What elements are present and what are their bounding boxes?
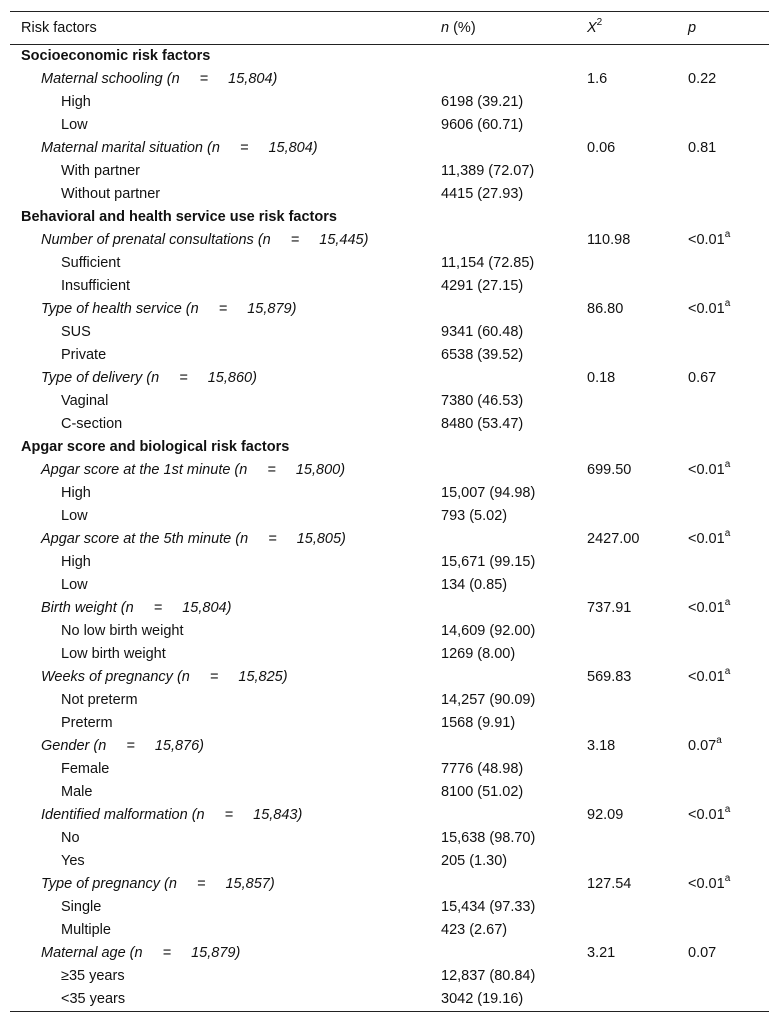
category-label: High bbox=[61, 94, 91, 110]
variable-label: Maternal age (n = 15,879) bbox=[41, 945, 241, 961]
variable-row bbox=[10, 528, 769, 551]
variable-row bbox=[10, 137, 769, 160]
category-row bbox=[10, 758, 769, 781]
category-n-percent: 134 (0.85) bbox=[441, 577, 508, 593]
p-value: 0.67 bbox=[688, 370, 717, 386]
p-value: <0.01$^a$ bbox=[688, 597, 731, 616]
variable-label: Identified malformation (n = 15,843) bbox=[41, 807, 303, 823]
header-risk-factors: Risk factors bbox=[21, 20, 97, 36]
variable-label: Type of delivery (n = 15,860) bbox=[41, 370, 257, 386]
chi-square-value: 86.80 bbox=[587, 301, 624, 317]
variable-label: Maternal schooling (n = 15,804) bbox=[41, 71, 278, 87]
category-n-percent: 4415 (27.93) bbox=[441, 186, 524, 202]
category-row bbox=[10, 344, 769, 367]
variable-label: Number of prenatal consultations (n = 15,445) bbox=[41, 232, 369, 248]
p-footnote: a bbox=[716, 735, 722, 747]
p-value: <0.01$^a$ bbox=[688, 873, 731, 892]
variable-label: Birth weight (n = 15,804) bbox=[41, 600, 232, 616]
p-footnote: a bbox=[724, 804, 731, 816]
p-footnote: a bbox=[724, 666, 731, 678]
category-row bbox=[10, 91, 769, 114]
variable-row bbox=[10, 597, 769, 620]
category-row bbox=[10, 919, 769, 942]
category-label: With partner bbox=[61, 163, 140, 179]
section-row bbox=[10, 436, 769, 459]
risk-factors-table bbox=[10, 11, 769, 1012]
category-row bbox=[10, 988, 769, 1011]
category-n-percent: 9606 (60.71) bbox=[441, 117, 524, 133]
category-row bbox=[10, 160, 769, 183]
category-label: Yes bbox=[61, 853, 85, 869]
category-n-percent: 1568 (9.91) bbox=[441, 715, 516, 731]
category-n-percent: 15,434 (97.33) bbox=[441, 899, 536, 915]
section-title: Socioeconomic risk factors bbox=[21, 48, 211, 64]
category-n-percent: 14,609 (92.00) bbox=[441, 623, 536, 639]
p-footnote: a bbox=[724, 528, 731, 540]
p-footnote: a bbox=[724, 459, 731, 471]
category-n-percent: 7776 (48.98) bbox=[441, 761, 524, 777]
p-footnote: a bbox=[724, 229, 731, 241]
p-value: <0.01$^a$ bbox=[688, 229, 731, 248]
category-n-percent: 11,389 (72.07) bbox=[441, 163, 535, 179]
variable-row bbox=[10, 229, 769, 252]
category-label: Not preterm bbox=[61, 692, 138, 708]
variable-label: Maternal marital situation (n = 15,804) bbox=[41, 140, 318, 156]
p-footnote: a bbox=[724, 873, 731, 885]
category-label: High bbox=[61, 554, 91, 570]
variable-row bbox=[10, 666, 769, 689]
category-label: High bbox=[61, 485, 91, 501]
category-row bbox=[10, 482, 769, 505]
category-row bbox=[10, 689, 769, 712]
category-row bbox=[10, 850, 769, 873]
section-title: Behavioral and health service use risk factors bbox=[21, 209, 337, 225]
category-n-percent: 1269 (8.00) bbox=[441, 646, 516, 662]
category-label: Low birth weight bbox=[61, 646, 166, 662]
category-label: Single bbox=[61, 899, 102, 915]
variable-row bbox=[10, 298, 769, 321]
variable-row bbox=[10, 367, 769, 390]
category-n-percent: 8100 (51.02) bbox=[441, 784, 524, 800]
header-p: p bbox=[688, 20, 697, 36]
table-bottom-rule bbox=[10, 1011, 769, 1012]
category-label: No bbox=[61, 830, 80, 846]
category-row bbox=[10, 896, 769, 919]
chi-square-value: 127.54 bbox=[587, 876, 632, 892]
category-row bbox=[10, 321, 769, 344]
category-row bbox=[10, 252, 769, 275]
category-row bbox=[10, 551, 769, 574]
category-n-percent: 6198 (39.21) bbox=[441, 94, 524, 110]
chi-square-value: 737.91 bbox=[587, 600, 632, 616]
category-row bbox=[10, 712, 769, 735]
category-label: Low bbox=[61, 508, 88, 524]
category-label: No low birth weight bbox=[61, 623, 184, 639]
section-row bbox=[10, 45, 769, 68]
chi-square-value: 1.6 bbox=[587, 71, 608, 87]
chi-square-value: 2427.00 bbox=[587, 531, 640, 547]
category-n-percent: 9341 (60.48) bbox=[441, 324, 524, 340]
category-row bbox=[10, 620, 769, 643]
category-row bbox=[10, 574, 769, 597]
category-label: C-section bbox=[61, 416, 123, 432]
category-n-percent: 3042 (19.16) bbox=[441, 991, 524, 1007]
category-label: Vaginal bbox=[61, 393, 109, 409]
category-label: Preterm bbox=[61, 715, 113, 731]
category-n-percent: 6538 (39.52) bbox=[441, 347, 524, 363]
category-row bbox=[10, 390, 769, 413]
category-label: ≥35 years bbox=[61, 968, 125, 984]
variable-row bbox=[10, 942, 769, 965]
header-n-percent: n (%) bbox=[441, 20, 476, 36]
section-title: Apgar score and biological risk factors bbox=[21, 439, 290, 455]
category-label: Insufficient bbox=[61, 278, 131, 294]
category-n-percent: 8480 (53.47) bbox=[441, 416, 524, 432]
category-row bbox=[10, 643, 769, 666]
category-n-percent: 205 (1.30) bbox=[441, 853, 508, 869]
category-n-percent: 11,154 (72.85) bbox=[441, 255, 535, 271]
p-value: <0.01$^a$ bbox=[688, 528, 731, 547]
category-row bbox=[10, 781, 769, 804]
category-label: Private bbox=[61, 347, 107, 363]
category-label: <35 years bbox=[61, 991, 126, 1007]
variable-row bbox=[10, 804, 769, 827]
table-header-row bbox=[10, 12, 769, 44]
p-value: 0.07 bbox=[688, 945, 717, 961]
variable-row bbox=[10, 735, 769, 758]
category-label: Multiple bbox=[61, 922, 111, 938]
category-row bbox=[10, 183, 769, 206]
category-label: Female bbox=[61, 761, 110, 777]
p-value: <0.01$^a$ bbox=[688, 804, 731, 823]
category-label: Sufficient bbox=[61, 255, 121, 271]
p-value: 0.22 bbox=[688, 71, 717, 87]
category-n-percent: 7380 (46.53) bbox=[441, 393, 524, 409]
category-n-percent: 12,837 (80.84) bbox=[441, 968, 536, 984]
category-label: Low bbox=[61, 117, 88, 133]
variable-row bbox=[10, 873, 769, 896]
variable-label: Type of pregnancy (n = 15,857) bbox=[41, 876, 275, 892]
category-label: Low bbox=[61, 577, 88, 593]
p-value: 0.07$^a$ bbox=[688, 735, 722, 754]
category-n-percent: 15,638 (98.70) bbox=[441, 830, 536, 846]
chi-square-value: 92.09 bbox=[587, 807, 624, 823]
variable-row bbox=[10, 459, 769, 482]
category-n-percent: 793 (5.02) bbox=[441, 508, 508, 524]
category-row bbox=[10, 505, 769, 528]
category-row bbox=[10, 275, 769, 298]
p-footnote: a bbox=[724, 597, 731, 609]
variable-label: Gender (n = 15,876) bbox=[41, 738, 205, 754]
chi-square-value: 0.06 bbox=[587, 140, 616, 156]
chi-square-value: 3.18 bbox=[587, 738, 616, 754]
p-value: <0.01$^a$ bbox=[688, 459, 731, 478]
category-n-percent: 15,007 (94.98) bbox=[441, 485, 536, 501]
p-value: 0.81 bbox=[688, 140, 717, 156]
variable-label: Apgar score at the 5th minute (n = 15,805) bbox=[41, 531, 346, 547]
variable-label: Type of health service (n = 15,879) bbox=[41, 301, 297, 317]
table-body bbox=[10, 45, 769, 1011]
category-n-percent: 423 (2.67) bbox=[441, 922, 508, 938]
chi-square-value: 110.98 bbox=[587, 232, 631, 248]
chi-square-value: 0.18 bbox=[587, 370, 616, 386]
p-value: <0.01$^a$ bbox=[688, 666, 731, 685]
p-value: <0.01$^a$ bbox=[688, 298, 731, 317]
category-label: SUS bbox=[61, 324, 91, 340]
category-label: Without partner bbox=[61, 186, 161, 202]
category-n-percent: 4291 (27.15) bbox=[441, 278, 524, 294]
variable-label: Apgar score at the 1st minute (n = 15,800) bbox=[41, 462, 346, 478]
variable-row bbox=[10, 68, 769, 91]
header-chi-square: $X^2$ bbox=[587, 17, 603, 36]
chi-square-value: 569.83 bbox=[587, 669, 632, 685]
category-row bbox=[10, 827, 769, 850]
category-row bbox=[10, 114, 769, 137]
chi-square-value: 699.50 bbox=[587, 462, 632, 478]
chi-square-value: 3.21 bbox=[587, 945, 616, 961]
section-row bbox=[10, 206, 769, 229]
p-footnote: a bbox=[724, 298, 731, 310]
category-n-percent: 14,257 (90.09) bbox=[441, 692, 536, 708]
category-label: Male bbox=[61, 784, 93, 800]
category-n-percent: 15,671 (99.15) bbox=[441, 554, 536, 570]
category-row bbox=[10, 413, 769, 436]
category-row bbox=[10, 965, 769, 988]
variable-label: Weeks of pregnancy (n = 15,825) bbox=[41, 669, 288, 685]
